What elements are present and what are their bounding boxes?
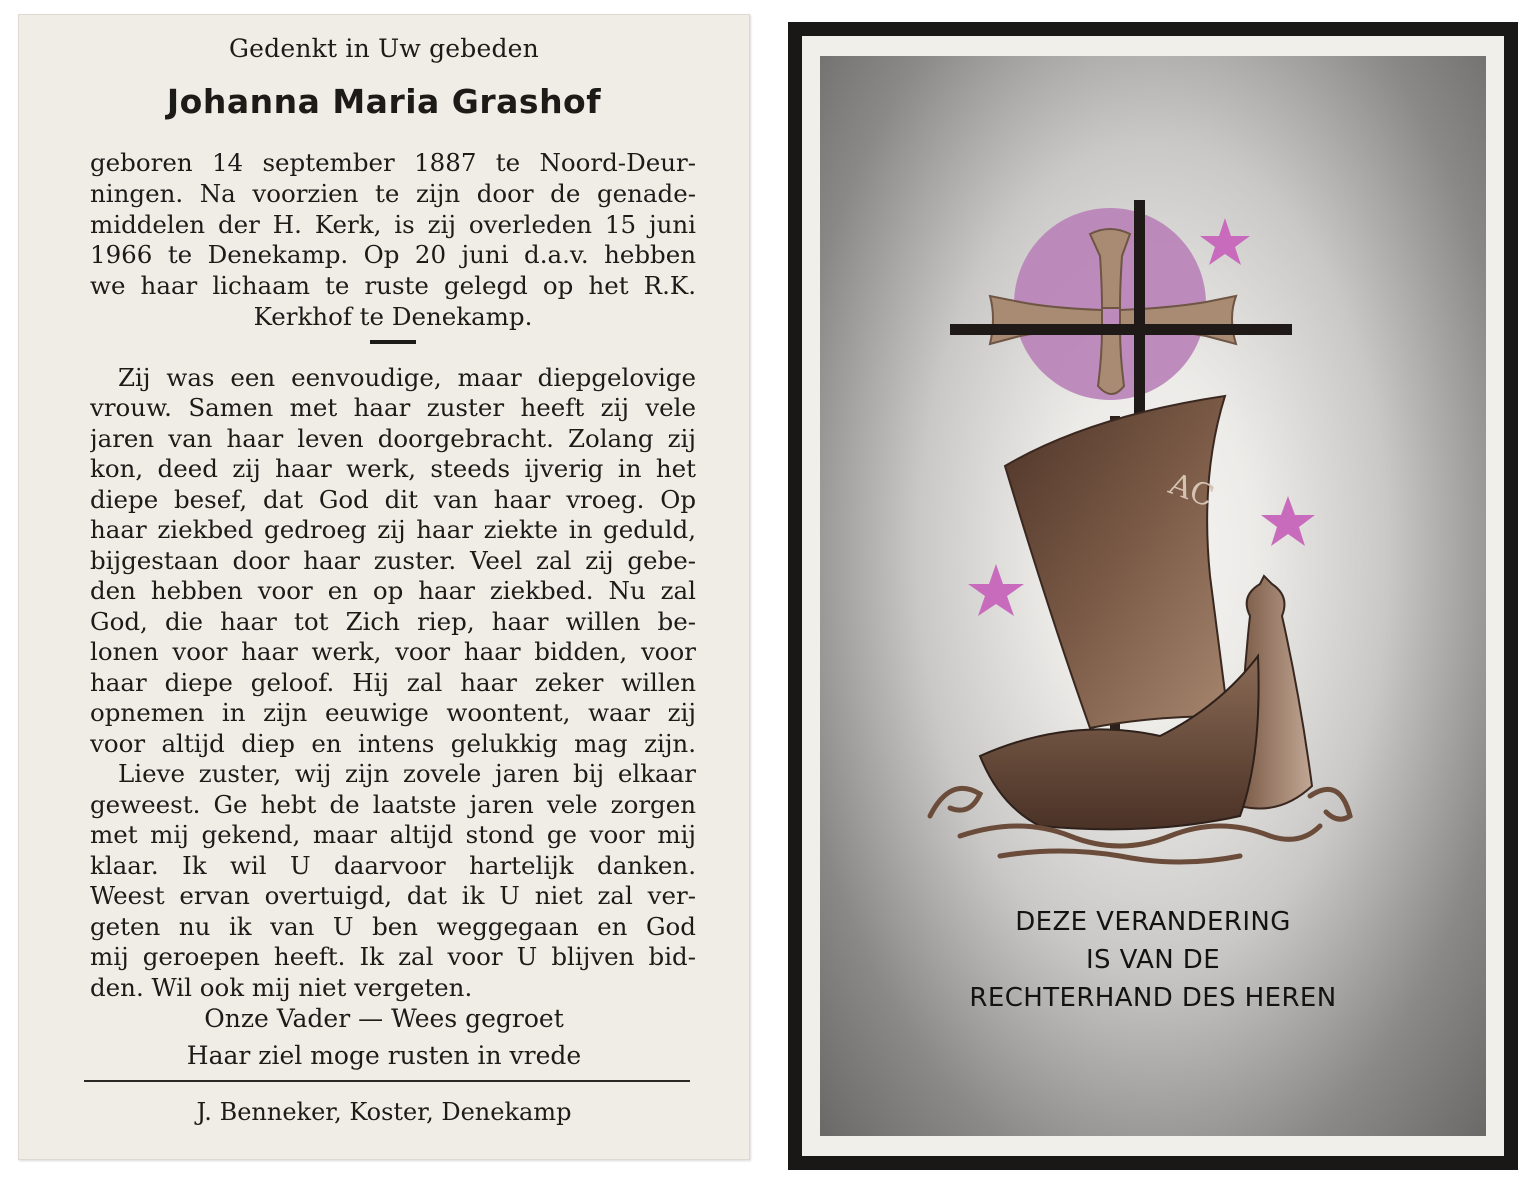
section-divider <box>370 340 416 344</box>
star-icon <box>968 564 1024 616</box>
prayer-line: Onze Vader — Wees gegroet <box>204 1004 564 1033</box>
bio-line: middelen der H. Kerk, is zij overleden 15 juni <box>90 210 696 239</box>
star-icon <box>1200 218 1250 265</box>
sail-monogram: AC <box>1164 466 1219 515</box>
tribute-line: God, die haar tot Zich riep, haar willen be- <box>90 607 696 636</box>
tribute-line: Zij was een eenvoudige, maar diepgelovige <box>118 363 696 392</box>
verse-line: RECHTERHAND DES HEREN <box>969 983 1337 1013</box>
card-heading: Gedenkt in Uw gebeden <box>229 34 539 63</box>
tribute-line: met mij gekend, maar altijd stond ge voor mij <box>90 820 696 849</box>
verse-line: DEZE VERANDERING <box>1015 907 1291 937</box>
tribute-line: Weest ervan overtuigd, dat ik U niet zal ver- <box>90 881 696 910</box>
bio-line: ningen. Na voorzien te zijn door de genade- <box>90 179 696 208</box>
tribute-line: opnemen in zijn eeuwige woontent, waar zij <box>90 698 696 727</box>
tribute-line: diepe besef, dat God dit van haar vroeg. Op <box>90 485 696 514</box>
deceased-name: Johanna Maria Grashof <box>166 82 602 121</box>
verse-line: IS VAN DE <box>1085 945 1221 975</box>
footer-divider <box>84 1080 690 1082</box>
tribute-line: den. Wil ook mij niet vergeten. <box>90 973 473 1002</box>
tribute-line: geten nu ik van U ben weggegaan en God <box>90 912 696 941</box>
memorial-card-text-side <box>18 14 750 1160</box>
tribute-line: vrouw. Samen met haar zuster heeft zij vele <box>90 393 696 422</box>
tribute-line: bijgestaan door haar zuster. Veel zal zij gebe- <box>90 546 696 575</box>
memorial-card-image-side <box>788 22 1518 1170</box>
tribute-line: voor altijd diep en intens gelukkig mag zijn. <box>90 729 696 758</box>
tribute-line: haar ziekbed gedroeg zij haar ziekte in geduld, <box>90 515 696 544</box>
bio-line: we haar lichaam te ruste gelegd op het R.K. <box>90 271 696 300</box>
bio-line: 1966 te Denekamp. Op 20 juni d.a.v. hebben <box>90 240 696 269</box>
tribute-line: klaar. Ik wil U daarvoor hartelijk danken. <box>90 851 696 880</box>
prayer-line: Haar ziel moge rusten in vrede <box>186 1041 582 1070</box>
bio-line: Kerkhof te Denekamp. <box>253 302 533 331</box>
illustration-panel <box>820 56 1486 1136</box>
tribute-line: geweest. Ge hebt de laatste jaren vele zorgen <box>90 790 696 819</box>
tribute-line: Lieve zuster, wij zijn zovele jaren bij elkaar <box>118 759 696 788</box>
cross-horizontal-bar <box>950 324 1292 335</box>
card-inner-frame <box>802 36 1504 1156</box>
tribute-line: jaren van haar leven doorgebracht. Zolang zij <box>90 424 696 453</box>
tribute-line: lonen voor haar werk, voor haar bidden, voor <box>90 637 696 666</box>
tribute-line: den hebben voor en op haar ziekbed. Nu zal <box>90 576 696 605</box>
printer-credit: J. Benneker, Koster, Denekamp <box>196 1098 572 1126</box>
ship-sail <box>1005 396 1228 728</box>
star-icon <box>1261 496 1315 546</box>
tribute-line: mij geroepen heeft. Ik zal voor U blijven bid- <box>90 942 696 971</box>
tribute-line: kon, deed zij haar werk, steeds ijverig in het <box>90 454 696 483</box>
tribute-line: haar diepe geloof. Hij zal haar zeker willen <box>90 668 696 697</box>
bio-line: geboren 14 september 1887 te Noord-Deur- <box>90 148 696 177</box>
